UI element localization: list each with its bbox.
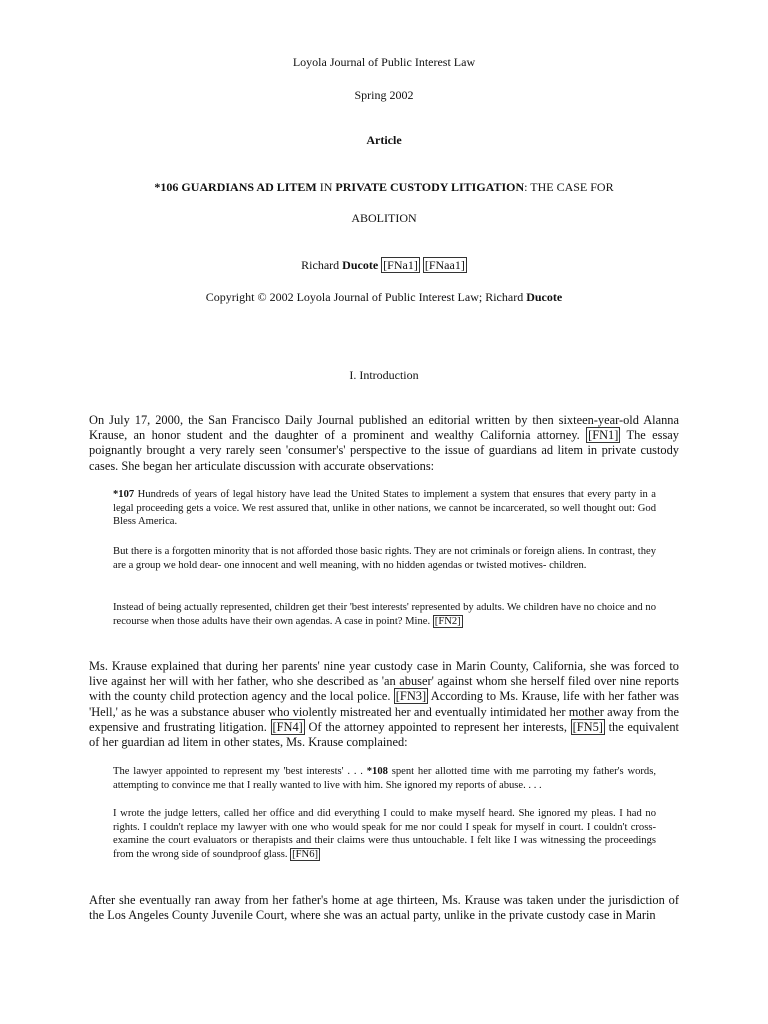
paragraph-2: Ms. Krause explained that during her parents' nine year custody case in Marin County, California, she was forced to live against her will with her father, who she described as 'an abuser' against whom she herself filed over nine reports with the county child protection agency and the local police. [FN3] According to Ms. Krause, life with her father was 'Hell,' as he was a substance abuser who violently mistreated her and eventually intimidated her mother away from the expensive and frustrating litigation. [FN4] Of the attorney appointed to represent her interests, [FN5] the equivalent of her guardian ad litem in other states, Ms. Krause complained: bbox=[89, 659, 679, 750]
quote-5: I wrote the judge letters, called her office and did everything I could to make myself heard. She ignored my pleas. I had no rights. I couldn't replace my lawyer with one who would speak for me nor could I speak for myself in court. I couldn't cross-examine the court evaluators or therapists and their claims were thus untouchable. I felt like I was witnessing the proceedings from the wrong side of soundproof glass. [FN6] bbox=[113, 808, 656, 860]
title-in: IN bbox=[316, 180, 336, 194]
copyright-author: Ducote bbox=[526, 290, 563, 304]
article-label: Article bbox=[366, 133, 402, 147]
paragraph-1: On July 17, 2000, the San Francisco Daily Journal published an editorial written by then sixteen-year-old Alanna Krause, an honor student and the daughter of a prominent and wealthy California attorney. [FN1] The essay poignantly brought a very rarely seen 'consumer's' perspective to the issue of guardians ad litem in private custody cases. She began her articulate discussion with accurate observations: bbox=[89, 413, 679, 473]
footnote-link-6[interactable]: [FN6] bbox=[292, 848, 319, 860]
journal-name: Loyola Journal of Public Interest Law bbox=[292, 55, 476, 69]
quote-4: The lawyer appointed to represent my 'best interests' . . . *108 spent her allotted time with me parroting my father's words, attempting to convince me that I really wanted to live with him. She ignored my reports of abuse. . . . bbox=[113, 766, 656, 791]
issue-season: Spring 2002 bbox=[354, 88, 414, 102]
author-last: Ducote bbox=[342, 258, 379, 272]
quote-1: *107 Hundreds of years of legal history have lead the United States to implement a system that ensures that every party in a legal proceeding gets a voice. We rest assured that, unlike in other nations, we cannot be incarcerated, so well thought out: God Bless America. bbox=[113, 489, 656, 528]
footnote-link-4[interactable]: [FN4] bbox=[272, 719, 303, 734]
article-title-line2: ABOLITION bbox=[351, 211, 417, 225]
quote-3: Instead of being actually represented, children get their 'best interests' represented by adults. We children have no choice and no recourse when those adults have their own agendas. A case in point? Mine. [FN2] bbox=[113, 602, 656, 627]
page-marker-107: *107 bbox=[113, 489, 135, 500]
article-title bbox=[0, 180, 768, 194]
footnote-link-aa1[interactable]: [FNaa1] bbox=[424, 258, 465, 272]
footnote-link-2[interactable]: [FN2] bbox=[434, 615, 461, 627]
quote-2: But there is a forgotten minority that is not afforded those basic rights. They are not criminals or foreign aliens. In contrast, they are a group we hold dear- one innocent and well meaning, with no hidden agendas or twisted motives- children. bbox=[113, 546, 656, 571]
copyright-text: Copyright © 2002 Loyola Journal of Public Interest Law; Richard bbox=[205, 290, 527, 304]
footnote-link-1[interactable]: [FN1] bbox=[588, 428, 619, 443]
author-first: Richard bbox=[301, 258, 343, 272]
copyright-line bbox=[0, 290, 768, 304]
footnote-link-5[interactable]: [FN5] bbox=[572, 719, 603, 734]
section-heading: I. Introduction bbox=[349, 368, 419, 382]
title-guardians: GUARDIANS AD LITEM bbox=[181, 180, 317, 194]
page-marker: *106 bbox=[154, 180, 179, 194]
title-rest: : THE CASE FOR bbox=[524, 180, 614, 194]
page-marker-108: *108 bbox=[366, 766, 388, 777]
footnote-link-3[interactable]: [FN3] bbox=[395, 689, 427, 704]
title-private-custody: PRIVATE CUSTODY LITIGATION bbox=[335, 180, 525, 194]
paragraph-3: After she eventually ran away from her father's home at age thirteen, Ms. Krause was taken under the jurisdiction of the Los Angeles County Juvenile Court, where she was an actual party, unlike in the private custody case in Marin bbox=[89, 893, 679, 923]
footnote-link-a1[interactable]: [FNa1] bbox=[383, 258, 418, 272]
author-line bbox=[0, 258, 768, 272]
